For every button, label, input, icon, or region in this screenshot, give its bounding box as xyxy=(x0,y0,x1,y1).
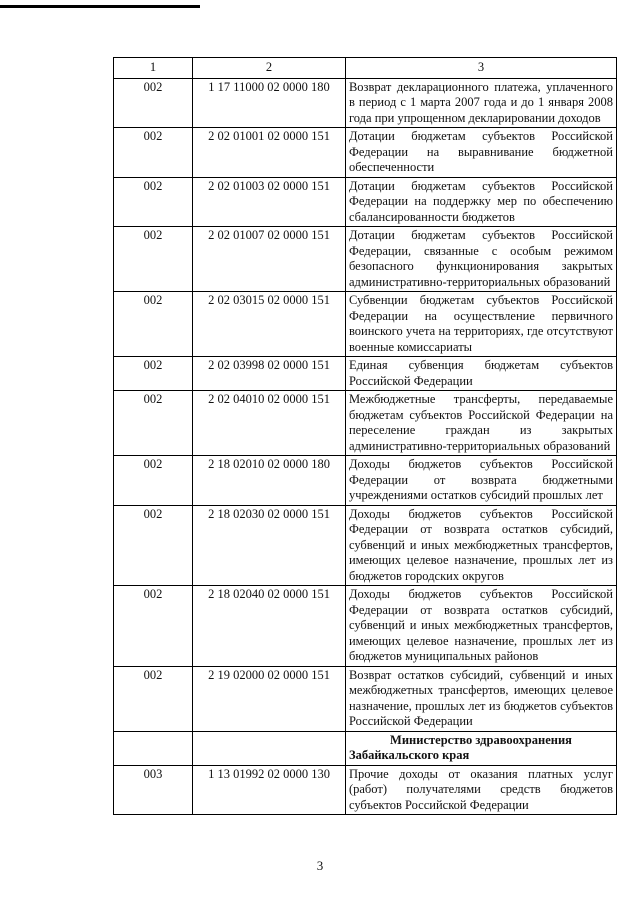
empty-cell xyxy=(193,731,346,765)
column-header-1: 1 xyxy=(114,58,193,79)
section-title-ministry-of-health: Министерство здравоохранения Забайкальского края xyxy=(345,731,616,765)
admin-code-cell: 002 xyxy=(114,177,193,227)
description-cell: Возврат декларационного платежа, уплаченного в период с 1 марта 2007 года и до 1 января 2008 года при упрощенном декларировании доходов xyxy=(345,78,616,128)
page-number: 3 xyxy=(316,858,324,873)
budget-code-cell: 2 02 03998 02 0000 151 xyxy=(193,357,346,391)
admin-code-cell: 002 xyxy=(114,456,193,506)
table-row xyxy=(114,456,617,506)
description-cell: Возврат остатков субсидий, субвенций и иных межбюджетных трансфертов, имеющих целевое назначение, прошлых лет из бюджетов субъектов Российской Федерации xyxy=(345,666,616,731)
budget-codes-table xyxy=(113,57,617,815)
table-row xyxy=(114,78,617,128)
budget-code-cell: 2 18 02030 02 0000 151 xyxy=(193,505,346,586)
description-cell: Доходы бюджетов субъектов Российской Федерации от возврата бюджетными учреждениями остатков субсидий прошлых лет xyxy=(345,456,616,506)
budget-code-cell: 1 13 01992 02 0000 130 xyxy=(193,765,346,815)
budget-code-cell: 2 18 02010 02 0000 180 xyxy=(193,456,346,506)
budget-code-cell: 2 02 04010 02 0000 151 xyxy=(193,391,346,456)
description-cell: Дотации бюджетам субъектов Российской Федерации, связанные с особым режимом безопасного функционирования закрытых административно-территориальных образований xyxy=(345,227,616,292)
description-cell: Дотации бюджетам субъектов Российской Федерации на поддержку мер по обеспечению сбалансированности бюджетов xyxy=(345,177,616,227)
admin-code-cell: 002 xyxy=(114,357,193,391)
budget-code-cell: 2 18 02040 02 0000 151 xyxy=(193,586,346,667)
budget-code-cell: 2 02 03015 02 0000 151 xyxy=(193,292,346,357)
budget-code-cell: 2 02 01003 02 0000 151 xyxy=(193,177,346,227)
description-cell: Межбюджетные трансферты, передаваемые бюджетам субъектов Российской Федерации на переселение граждан из закрытых административно-территориальных образований xyxy=(345,391,616,456)
admin-code-cell: 002 xyxy=(114,292,193,357)
description-cell: Доходы бюджетов субъектов Российской Федерации от возврата остатков субсидий, субвенций и иных межбюджетных трансфертов, имеющих целевое назначение, прошлых лет из бюджетов городских округов xyxy=(345,505,616,586)
table-row xyxy=(114,227,617,292)
admin-code-cell: 002 xyxy=(114,586,193,667)
table-row xyxy=(114,666,617,731)
description-cell: Прочие доходы от оказания платных услуг (работ) получателями средств бюджетов субъектов Российской Федерации xyxy=(345,765,616,815)
admin-code-cell: 002 xyxy=(114,505,193,586)
table-header-row xyxy=(114,58,617,79)
admin-code-cell: 002 xyxy=(114,128,193,178)
table-row xyxy=(114,765,617,815)
admin-code-cell: 002 xyxy=(114,227,193,292)
table-row xyxy=(114,505,617,586)
table-row xyxy=(114,128,617,178)
admin-code-cell: 002 xyxy=(114,391,193,456)
admin-code-cell: 002 xyxy=(114,78,193,128)
budget-code-cell: 2 02 01001 02 0000 151 xyxy=(193,128,346,178)
table-row xyxy=(114,177,617,227)
budget-code-cell: 1 17 11000 02 0000 180 xyxy=(193,78,346,128)
table-row xyxy=(114,292,617,357)
column-header-3: 3 xyxy=(345,58,616,79)
table-row xyxy=(114,357,617,391)
description-cell: Доходы бюджетов субъектов Российской Федерации от возврата остатков субсидий, субвенций и иных межбюджетных трансфертов, имеющих целевое назначение, прошлых лет из бюджетов муниципальных районов xyxy=(345,586,616,667)
table-row xyxy=(114,391,617,456)
budget-code-cell: 2 02 01007 02 0000 151 xyxy=(193,227,346,292)
description-cell: Субвенции бюджетам субъектов Российской Федерации на осуществление первичного воинского учета на территориях, где отсутствуют военные комиссариаты xyxy=(345,292,616,357)
admin-code-cell: 002 xyxy=(114,666,193,731)
section-row xyxy=(114,731,617,765)
header-rule xyxy=(0,5,200,8)
empty-cell xyxy=(114,731,193,765)
admin-code-cell: 003 xyxy=(114,765,193,815)
table-row xyxy=(114,586,617,667)
budget-code-cell: 2 19 02000 02 0000 151 xyxy=(193,666,346,731)
description-cell: Единая субвенция бюджетам субъектов Российской Федерации xyxy=(345,357,616,391)
description-cell: Дотации бюджетам субъектов Российской Федерации на выравнивание бюджетной обеспеченности xyxy=(345,128,616,178)
column-header-2: 2 xyxy=(193,58,346,79)
